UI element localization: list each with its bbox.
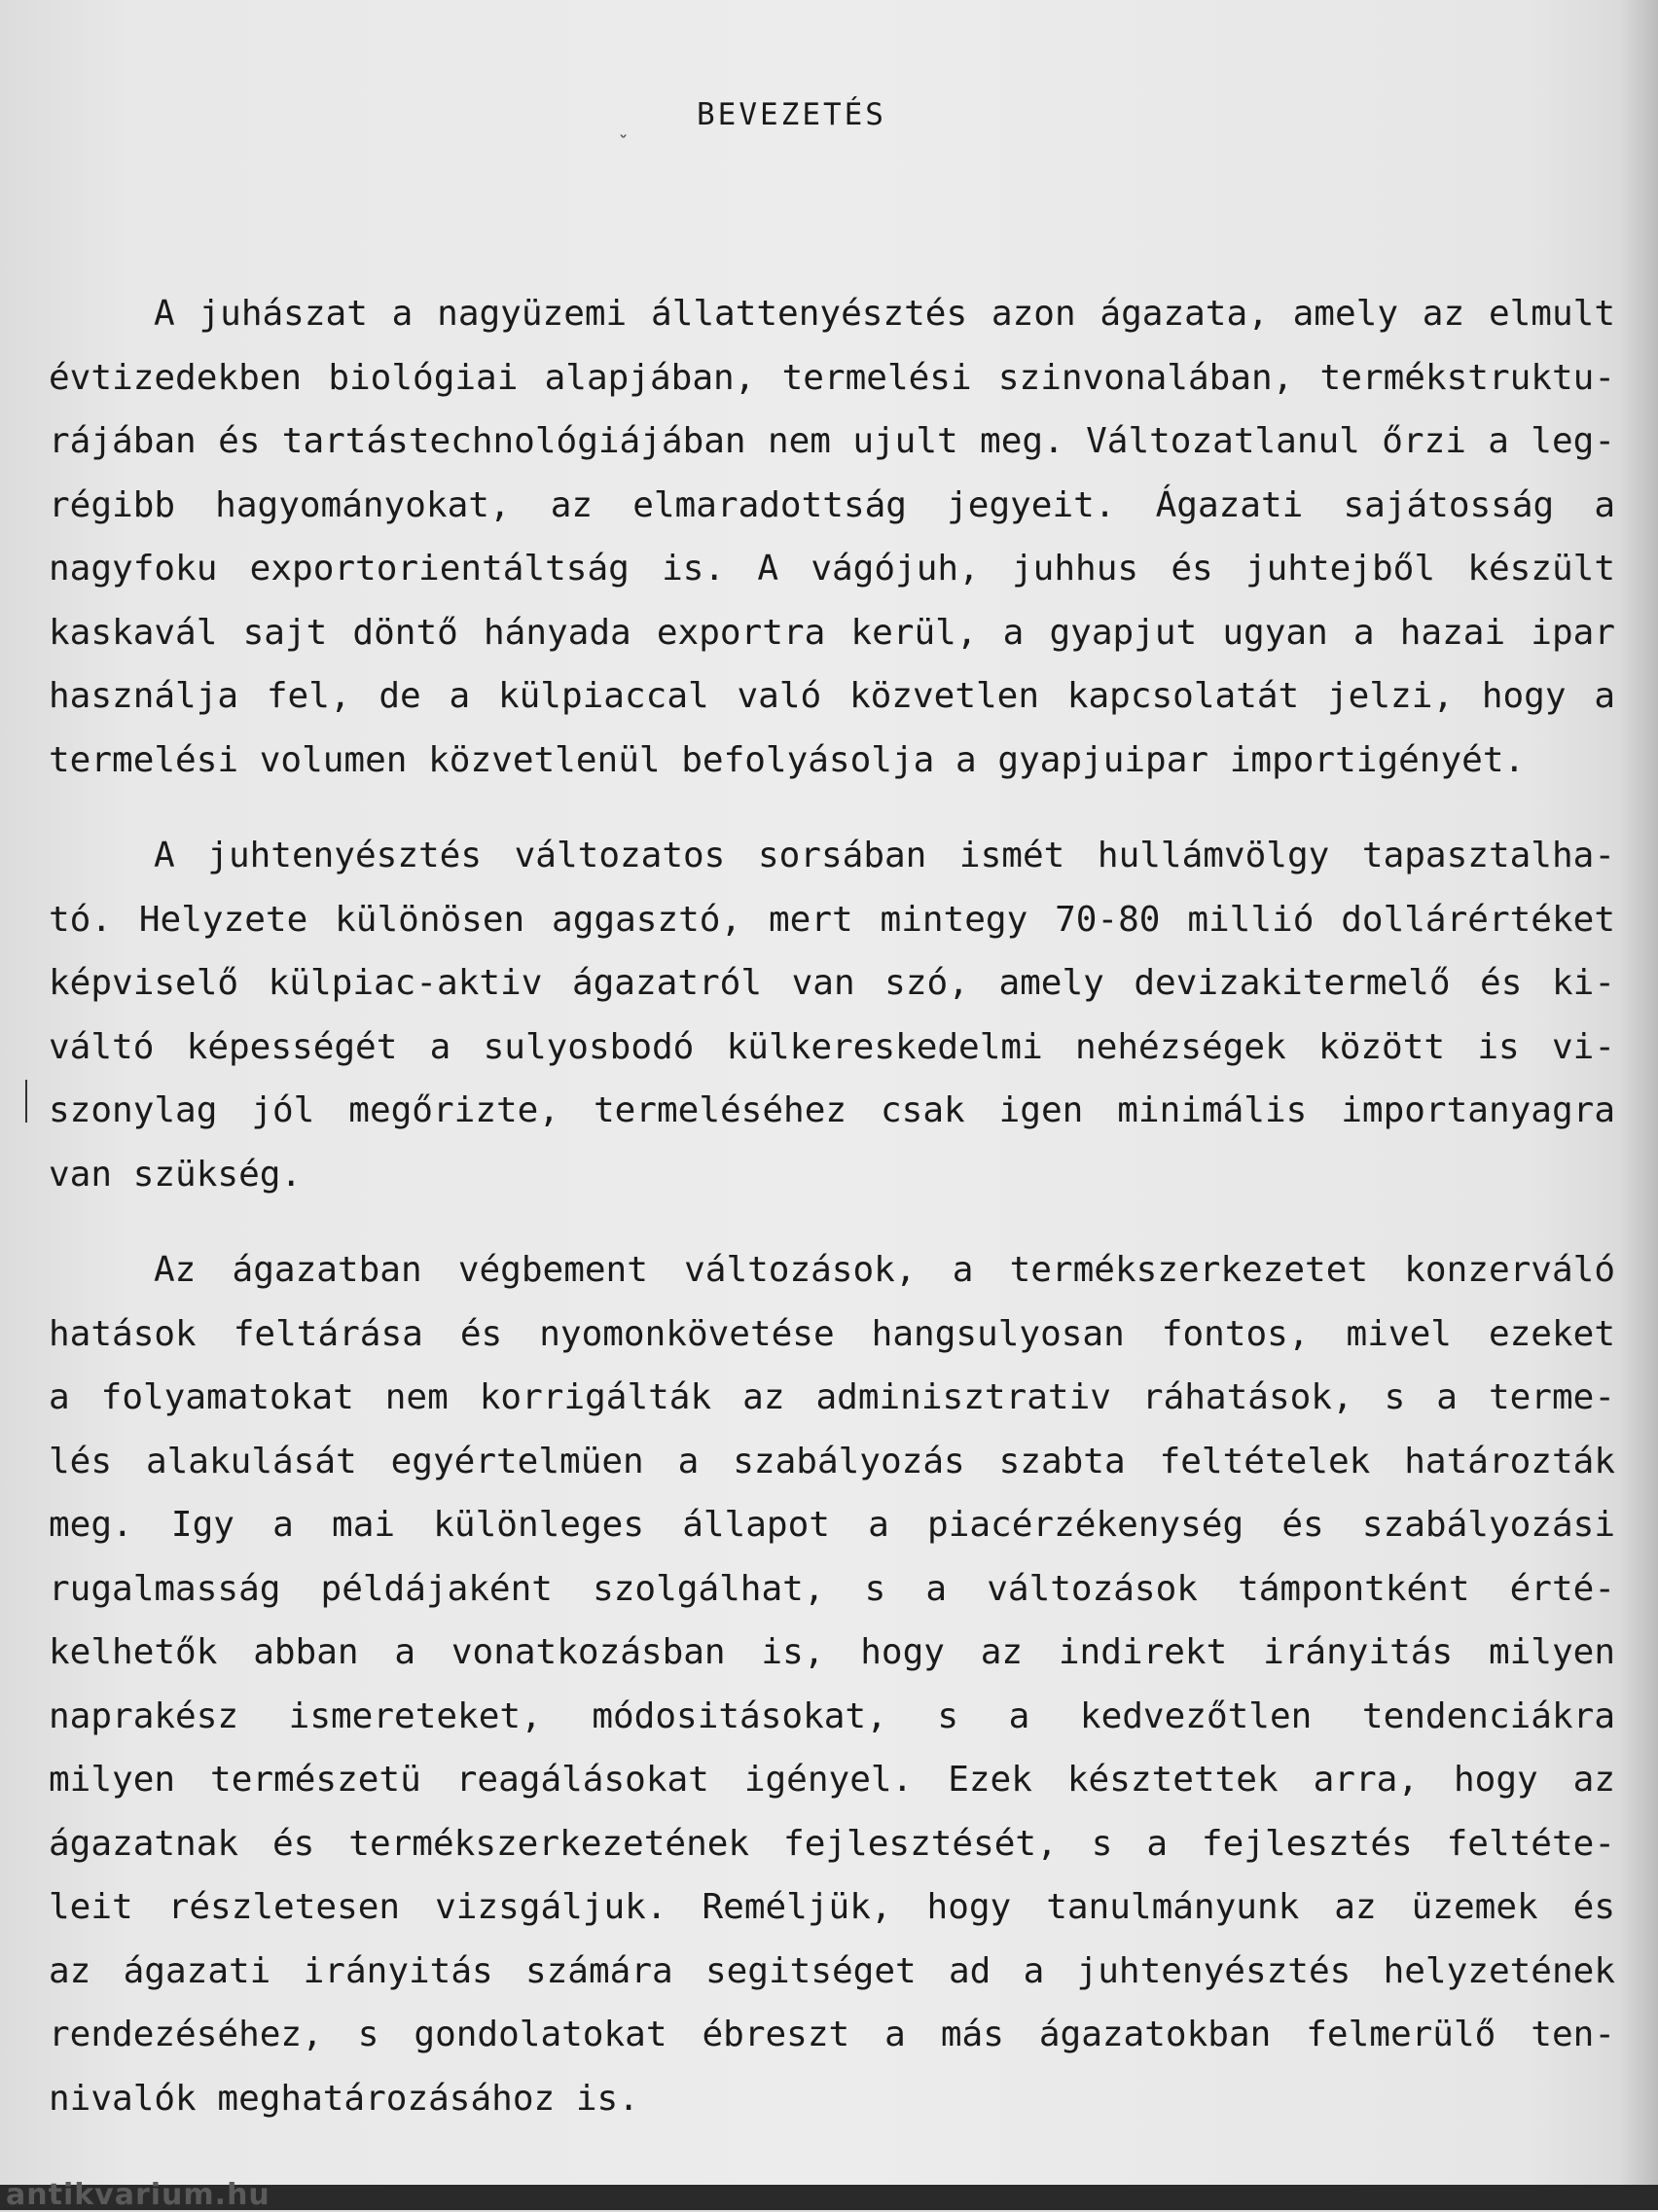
- text-line: naprakész ismereteket, módositásokat, s a kedvezőtlen tendenciákra: [49, 1695, 1615, 1736]
- text-line: tó. Helyzete különösen aggasztó, mert mintegy 70-80 millió dollárértéket: [49, 899, 1615, 940]
- text-line: kaskavál sajt döntő hányada exportra kerül, a gyapjut ugyan a hazai ipar: [49, 612, 1615, 653]
- paragraph-2: [49, 824, 1615, 1206]
- text-line: képviselő külpiac-aktiv ágazatról van szó, amely devizakitermelő és ki-: [49, 963, 1615, 1003]
- text-line: a folyamatokat nem korrigálták az adminisztrativ ráhatások, s a terme-: [49, 1377, 1615, 1417]
- text-line: A juhtenyésztés változatos sorsában ismét hullámvölgy tapasztalha-: [154, 836, 1615, 875]
- title-pencil-mark: ˬ: [617, 115, 631, 139]
- text-line: milyen természetü reagálásokat igényel. Ezek késztettek arra, hogy az: [49, 1760, 1615, 1800]
- text-line: Az ágazatban végbement változások, a termékszerkezetet konzerváló: [154, 1250, 1615, 1290]
- text-line: ágazatnak és termékszerkezetének fejlesztését, s a fejlesztés feltéte-: [49, 1823, 1615, 1864]
- text-line: lés alakulását egyértelmüen a szabályozás szabta feltételek határozták: [49, 1441, 1615, 1481]
- body-text: [49, 282, 1615, 2162]
- text-line: évtizedekben biológiai alapjában, termelési szinvonalában, termékstruktu-: [49, 357, 1615, 398]
- paragraph-3: [49, 1238, 1615, 2130]
- text-line: használja fel, de a külpiaccal való közvetlen kapcsolatát jelzi, hogy a: [49, 676, 1615, 716]
- text-line: az ágazati irányitás számára segitséget ad a juhtenyésztés helyzetének: [49, 1950, 1615, 1991]
- text-line: rendezéséhez, s gondolatokat ébreszt a más ágazatokban felmerülő ten-: [49, 2015, 1615, 2054]
- text-line: rájában és tartástechnológiájában nem ujult meg. Változatlanul őrzi a leg-: [49, 421, 1615, 461]
- text-line: meg. Igy a mai különleges állapot a piacérzékenység és szabályozási: [49, 1505, 1615, 1545]
- text-line: termelési volumen közvetlenül befolyásolja a gyapjuipar importigényét.: [49, 739, 1526, 780]
- text-line: váltó képességét a sulyosbodó külkereskedelmi nehézségek között is vi-: [49, 1026, 1615, 1067]
- text-line: szonylag jól megőrizte, termeléséhez csak igen minimális importanyagra: [49, 1090, 1615, 1130]
- paragraph-1: [49, 282, 1615, 792]
- text-line: rugalmasság példájaként szolgálhat, s a változások támpontként érté-: [49, 1568, 1615, 1609]
- text-line: kelhetők abban a vonatkozásban is, hogy az indirekt irányitás milyen: [49, 1632, 1615, 1672]
- text-line: régibb hagyományokat, az elmaradottság jegyeit. Ágazati sajátosság a: [49, 484, 1615, 525]
- margin-pencil-tick: [25, 1080, 27, 1123]
- page-edge-shadow: [1619, 0, 1658, 2210]
- text-line: hatások feltárása és nyomonkövetése hangsulyosan fontos, mivel ezeket: [49, 1313, 1615, 1354]
- text-line: van szükség.: [49, 1154, 303, 1195]
- text-line: A juhászat a nagyüzemi állattenyésztés azon ágazata, amely az elmult: [154, 294, 1615, 334]
- text-line: leit részletesen vizsgáljuk. Reméljük, hogy tanulmányunk az üzemek és: [49, 1887, 1615, 1927]
- page-title: BEVEZETÉS: [697, 97, 886, 132]
- watermark-text: antikvarium.hu: [6, 2178, 270, 2212]
- text-line: nivalók meghatározásához is.: [49, 2078, 639, 2119]
- text-line: nagyfoku exportorientáltság is. A vágójuh, juhhus és juhtejből készült: [49, 549, 1615, 589]
